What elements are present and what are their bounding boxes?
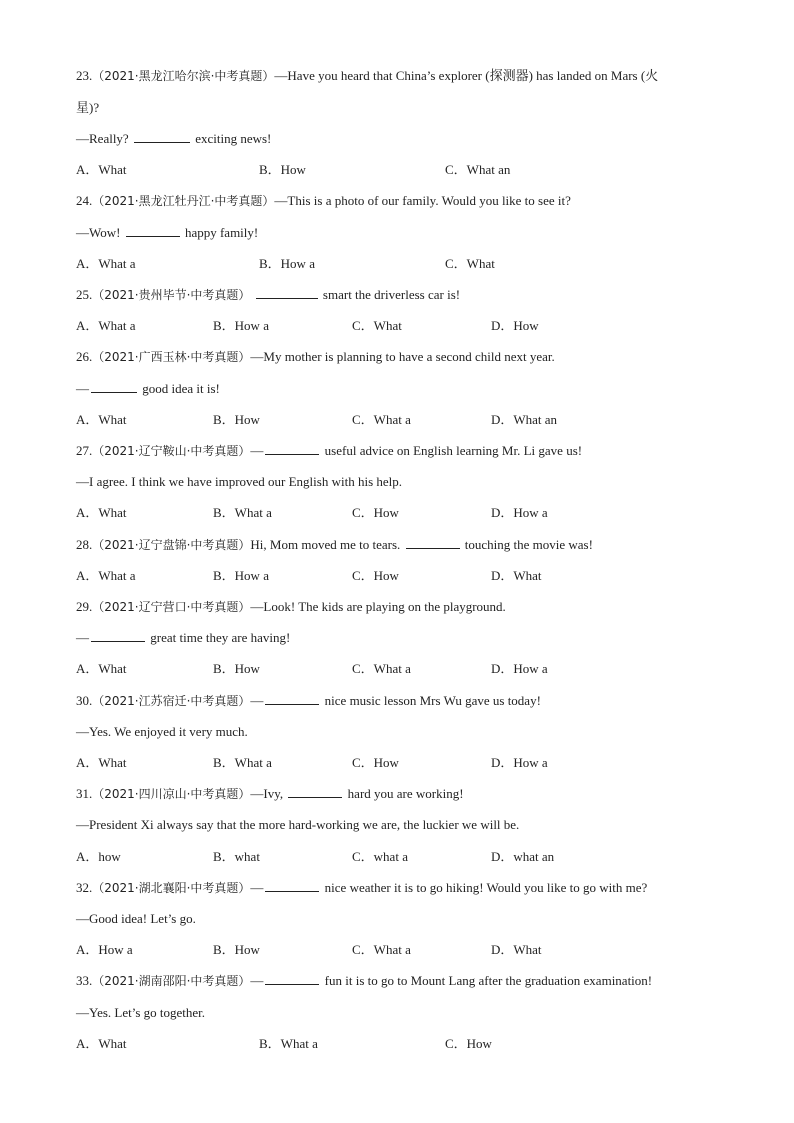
reply-text: great time they are having! (150, 630, 291, 645)
question-text: —Have you heard that China’s explorer (探测器) has landed on Mars (火 (274, 68, 659, 83)
question-29-stem (76, 599, 506, 615)
question-text: touching the movie was! (464, 537, 593, 552)
option-d[interactable]: D．What an (491, 412, 558, 427)
option-c[interactable]: C．What a (352, 661, 411, 676)
option-a[interactable]: A．What a (76, 318, 136, 333)
reply-text: happy family! (184, 225, 259, 240)
option-c[interactable]: C．How (352, 755, 399, 770)
answer-blank[interactable] (256, 287, 318, 299)
question-text: —Ivy, (250, 786, 284, 801)
question-text: — (250, 973, 264, 988)
option-a[interactable]: A．What (76, 661, 127, 676)
question-source: （2021·辽宁营口·中考真题） (92, 600, 251, 614)
option-d[interactable]: D．What (491, 568, 542, 583)
reply-text: — (76, 381, 89, 396)
option-a[interactable]: A．How a (76, 942, 133, 957)
question-26-stem (76, 349, 555, 365)
option-c[interactable]: C．What an (445, 162, 511, 177)
question-text: —This is a photo of our family. Would you like to see it? (274, 193, 571, 208)
answer-blank[interactable] (91, 630, 145, 642)
option-d[interactable]: D．How a (491, 755, 548, 770)
question-number: 26. (76, 349, 93, 364)
question-number: 23. (76, 68, 93, 83)
option-c[interactable]: C．How (445, 1036, 492, 1051)
question-30-reply (76, 724, 248, 740)
question-source: （2021·湖北襄阳·中考真题） (92, 881, 251, 895)
question-number: 27. (76, 443, 93, 458)
question-number: 33. (76, 973, 93, 988)
answer-blank[interactable] (265, 973, 319, 985)
question-31-stem (76, 786, 464, 802)
question-text: —Look! The kids are playing on the playground. (250, 599, 506, 614)
option-a[interactable]: A．What (76, 412, 127, 427)
option-d[interactable]: D．How (491, 318, 539, 333)
option-c[interactable]: C．How (352, 505, 399, 520)
option-a[interactable]: A．What (76, 505, 127, 520)
option-b[interactable]: B．How a (213, 568, 269, 583)
option-b[interactable]: B．How a (213, 318, 269, 333)
reply-text: good idea it is! (142, 381, 220, 396)
option-b[interactable]: B．How (213, 412, 260, 427)
question-31-reply (76, 817, 519, 833)
question-text-cont: 星)? (76, 100, 100, 115)
question-number: 30. (76, 693, 93, 708)
option-c[interactable]: C．What a (352, 942, 411, 957)
option-c[interactable]: C．What a (352, 412, 411, 427)
question-30-stem (76, 693, 541, 709)
question-number: 29. (76, 599, 93, 614)
question-27-stem (76, 443, 582, 459)
question-25-stem (76, 287, 460, 303)
question-number: 24. (76, 193, 93, 208)
question-text: hard you are working! (347, 786, 464, 801)
reply-text: —Good idea! Let’s go. (76, 911, 196, 926)
answer-blank[interactable] (91, 381, 137, 393)
option-a[interactable]: A．What a (76, 256, 136, 271)
reply-text: —Yes. We enjoyed it very much. (76, 724, 248, 739)
option-a[interactable]: A．What (76, 162, 127, 177)
question-text: — (250, 880, 264, 895)
reply-text: —Yes. Let’s go together. (76, 1005, 206, 1020)
answer-blank[interactable] (265, 443, 319, 455)
question-23-reply (76, 131, 271, 147)
option-c[interactable]: C．How (352, 568, 399, 583)
option-b[interactable]: B．What a (213, 505, 272, 520)
question-28-stem (76, 537, 593, 553)
answer-blank[interactable] (126, 225, 180, 237)
question-text: —My mother is planning to have a second child next year. (250, 349, 555, 364)
question-text: — (250, 693, 264, 708)
option-b[interactable]: B．what (213, 849, 260, 864)
reply-text: — (76, 630, 89, 645)
option-b[interactable]: B．What a (259, 1036, 318, 1051)
option-c[interactable]: C．what a (352, 849, 408, 864)
option-b[interactable]: B．How (259, 162, 306, 177)
option-b[interactable]: B．How (213, 661, 260, 676)
question-text: fun it is to go to Mount Lang after the graduation examination! (324, 973, 653, 988)
option-b[interactable]: B．How (213, 942, 260, 957)
answer-blank[interactable] (134, 131, 190, 143)
question-text: — (250, 443, 264, 458)
question-33-reply (76, 1005, 205, 1021)
question-26-reply (76, 381, 220, 397)
question-source: （2021·贵州毕节·中考真题） (92, 288, 251, 302)
question-text: nice weather it is to go hiking! Would you like to go with me? (324, 880, 648, 895)
question-24-reply (76, 225, 258, 241)
question-number: 32. (76, 880, 93, 895)
question-number: 28. (76, 537, 93, 552)
question-source: （2021·黑龙江哈尔滨·中考真题） (92, 69, 275, 83)
question-text: smart the driverless car is! (322, 287, 461, 302)
answer-blank[interactable] (265, 880, 319, 892)
option-d[interactable]: D．what an (491, 849, 555, 864)
question-source: （2021·黑龙江牡丹江·中考真题） (92, 194, 275, 208)
reply-text: —I agree. I think we have improved our English with his help. (76, 474, 403, 489)
reply-text: —President Xi always say that the more hard-working we are, the luckier we will be. (76, 817, 520, 832)
question-32-reply (76, 911, 196, 927)
option-a[interactable]: A．how (76, 849, 121, 864)
question-number: 25. (76, 287, 93, 302)
answer-blank[interactable] (288, 786, 342, 798)
option-a[interactable]: A．What (76, 1036, 127, 1051)
reply-text: exciting news! (195, 131, 272, 146)
question-32-stem (76, 880, 647, 896)
option-d[interactable]: D．What (491, 942, 542, 957)
reply-text: —Wow! (76, 225, 121, 240)
option-b[interactable]: B．What a (213, 755, 272, 770)
question-29-reply (76, 630, 290, 646)
question-24-stem (76, 193, 571, 209)
question-23-stem-cont (76, 100, 99, 116)
question-source: （2021·江苏宿迁·中考真题） (92, 694, 251, 708)
question-source: （2021·四川凉山·中考真题） (92, 787, 251, 801)
option-d[interactable]: D．How a (491, 661, 548, 676)
question-source: （2021·辽宁盘锦·中考真题） (92, 538, 251, 552)
question-number: 31. (76, 786, 93, 801)
option-d[interactable]: D．How a (491, 505, 548, 520)
question-27-reply (76, 474, 402, 490)
answer-blank[interactable] (265, 693, 319, 705)
question-text: nice music lesson Mrs Wu gave us today! (324, 693, 541, 708)
question-33-stem (76, 973, 652, 989)
question-source: （2021·湖南邵阳·中考真题） (92, 974, 251, 988)
reply-text: —Really? (76, 131, 129, 146)
option-c[interactable]: C．What (352, 318, 402, 333)
question-23-stem (76, 68, 658, 84)
option-a[interactable]: A．What a (76, 568, 136, 583)
answer-blank[interactable] (406, 537, 460, 549)
option-a[interactable]: A．What (76, 755, 127, 770)
question-source: （2021·辽宁鞍山·中考真题） (92, 444, 251, 458)
option-c[interactable]: C．What (445, 256, 495, 271)
option-b[interactable]: B．How a (259, 256, 315, 271)
question-text: useful advice on English learning Mr. Li gave us! (324, 443, 583, 458)
question-text: Hi, Mom moved me to tears. (250, 537, 401, 552)
question-source: （2021·广西玉林·中考真题） (92, 350, 251, 364)
